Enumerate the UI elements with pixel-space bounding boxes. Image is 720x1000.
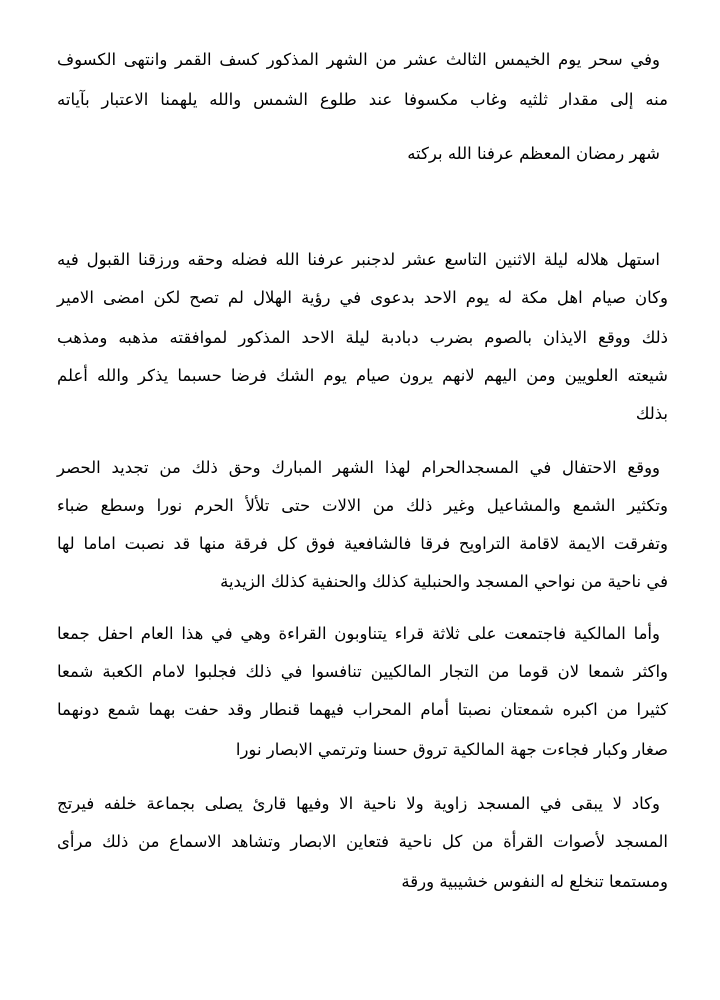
text-line: بذلك	[635, 404, 668, 423]
text-line: صغار وكبار فجاءت جهة المالكية تروق حسنا وترتمي الابصار نورا	[235, 740, 668, 759]
text-line: المسجد لأصوات القرأة من كل ناحية فتعاين الابصار وتشاهد الاسماع من ذلك مرأى	[57, 832, 668, 851]
text-line: في ناحية من نواحي المسجد والحنبلية كذلك والحنفية كذلك الزيدية	[220, 572, 668, 591]
text-line: كثيرا من اكبره شمعتان نصبتا أمام المحراب فيهما قنطار وقد حفت بهما شمع دونهما	[57, 700, 668, 719]
text-line: استهل هلاله ليلة الاثنين التاسع عشر لدجنبر عرفنا الله فضله وحقه ورزقنا القبول فيه	[57, 250, 660, 269]
text-line: ومستمعا تنخلع له النفوس خشيبية ورقة	[401, 872, 668, 891]
text-line: ذلك ووقع الايذان بالصوم بضرب دبادبة ليلة الاحد المذكور لموافقته مذهبه ومذهب	[57, 328, 668, 347]
text-line: وأما المالكية فاجتمعت على ثلاثة قراء يتناوبون القراءة وهي في هذا العام احفل جمعا	[57, 624, 660, 643]
text-line: شيعته العلويين ومن اليهم لانهم يرون صيام يوم الشك فرضا حسبما يذكر والله أعلم	[57, 366, 668, 385]
text-line: وفي سحر يوم الخيمس الثالث عشر من الشهر المذكور كسف القمر وانتهى الكسوف	[57, 50, 660, 69]
section-heading: شهر رمضان المعظم عرفنا الله بركته	[407, 144, 660, 163]
text-line: وتكثير الشمع والمشاعيل وغير ذلك من الالات حتى تلألأ الحرم نورا وسطع ضباء	[57, 496, 668, 515]
text-line: وكاد لا يبقى في المسجد زاوية ولا ناحية الا وفيها قارئ يصلى بجماعة خلفه فيرتج	[57, 794, 660, 813]
text-line: ووقع الاحتفال في المسجدالحرام لهذا الشهر المبارك وحق ذلك من تجديد الحصر	[57, 458, 660, 477]
text-line: وكان صيام اهل مكة له يوم الاحد بدعوى في رؤية الهلال لم تصح لكن امضى الامير	[57, 288, 668, 307]
text-line: وتفرقت الايمة لاقامة التراويح فرقا فالشافعية فوق كل فرقة منها قد نصبت اماما لها	[57, 534, 668, 553]
text-line: واكثر شمعا لان قوما من التجار المالكيين تنافسوا في ذلك فجلبوا لامام الكعبة شمعا	[57, 662, 668, 681]
text-line: منه إلى مقدار ثلثيه وغاب مكسوفا عند طلوع الشمس والله يلهمنا الاعتبار بآياته	[57, 90, 668, 109]
